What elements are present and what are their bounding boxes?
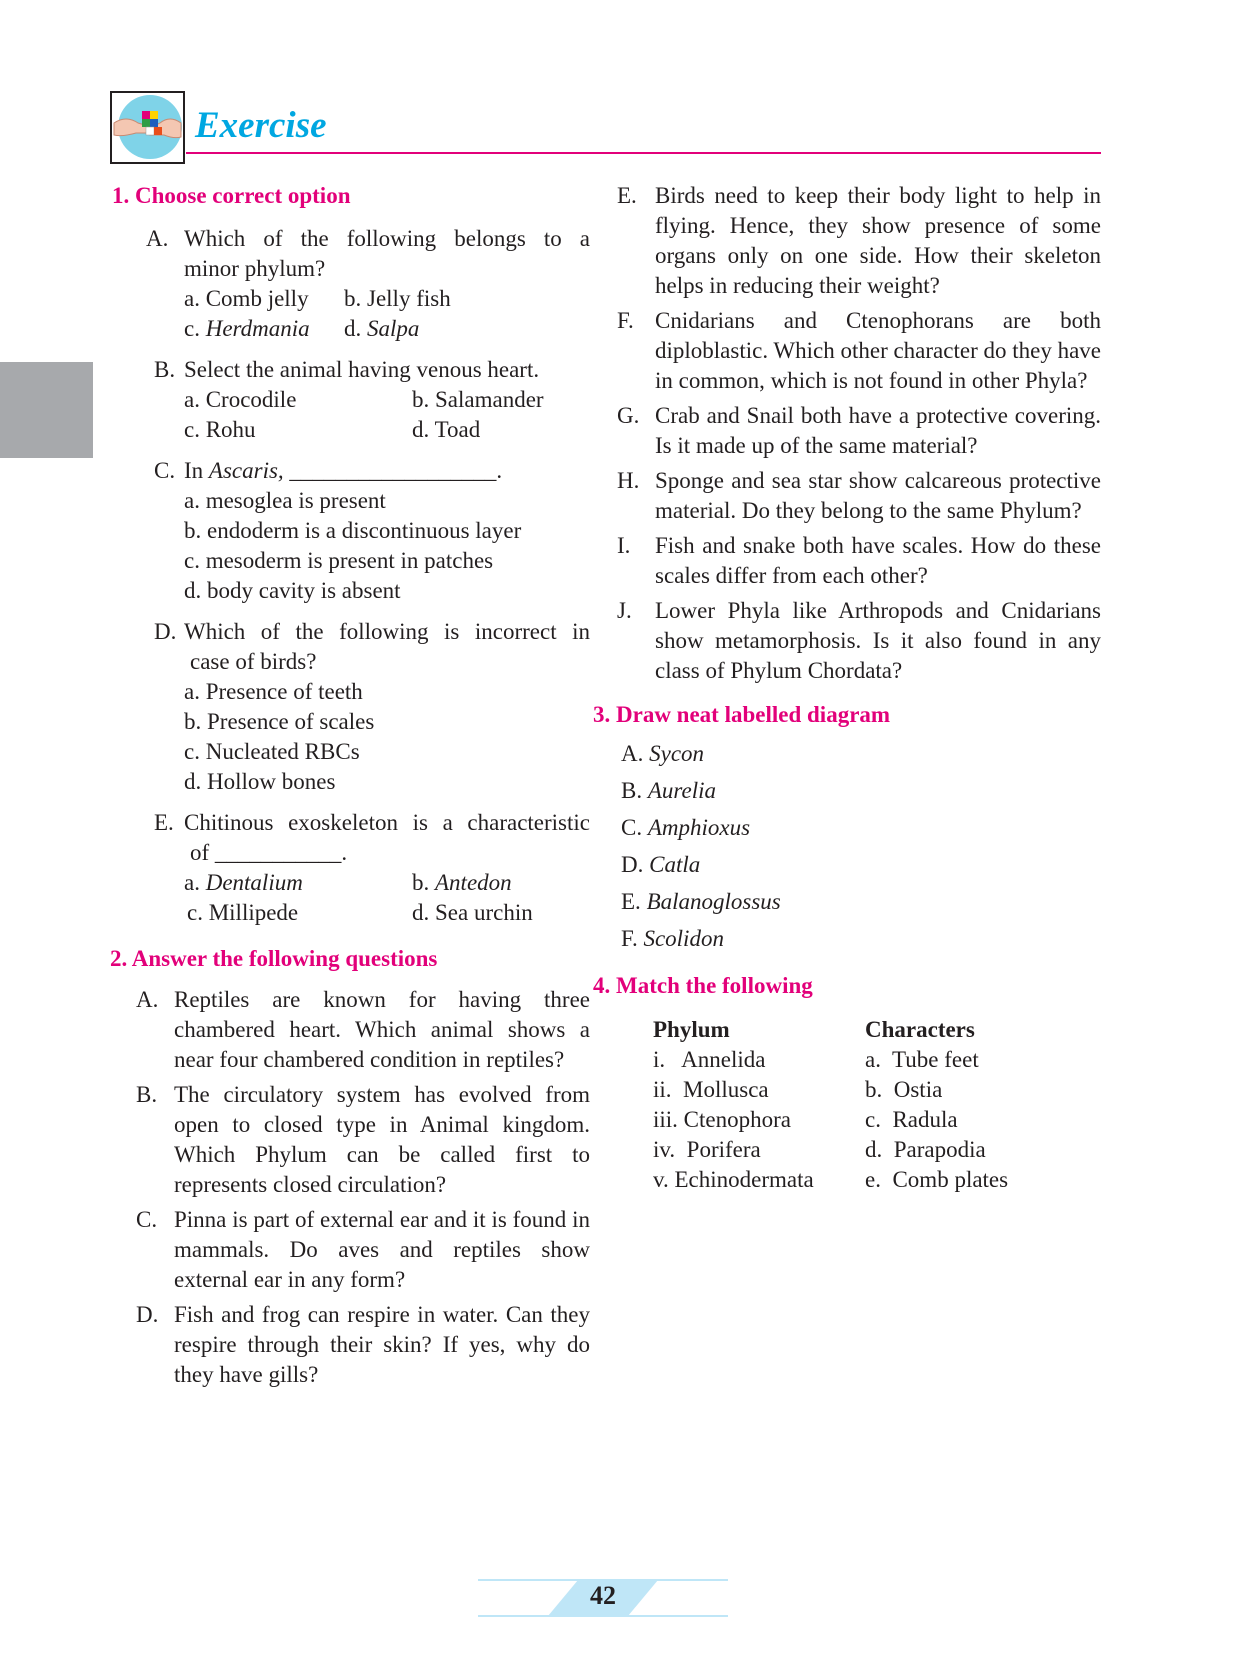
diagram-item-name: Aurelia	[647, 778, 716, 803]
match-phylum: ii. Mollusca	[653, 1077, 769, 1102]
answer-blank: __________________.	[283, 458, 503, 483]
question-label: C.	[154, 458, 176, 483]
question-label: J.	[617, 598, 632, 623]
options	[184, 868, 590, 928]
diagram-item	[621, 883, 1101, 920]
section-2-title: 2. Answer the following questions	[110, 946, 438, 971]
question-text: Reptiles are known for having three chambered heart. Which animal shows a near four chambered condition in reptiles?	[174, 987, 590, 1072]
header-divider	[186, 152, 1101, 154]
question-2d	[136, 1300, 590, 1390]
question-text: Fish and snake both have scales. How do these scales differ from each other?	[655, 533, 1101, 588]
match-phylum: i. Annelida	[653, 1047, 766, 1072]
option-d[interactable]: d. Hollow bones	[184, 769, 336, 794]
question-text: Lower Phyla like Arthropods and Cnidarians show metamorphosis. Is it also found in any class of Phylum Chordata?	[655, 598, 1101, 683]
question-text: The circulatory system has evolved from open to closed type in Animal kingdom. Which Phylum can be called first to represents closed circulation?	[174, 1082, 590, 1197]
match-col2-header: Characters	[865, 1017, 975, 1042]
diagram-item-name: Amphioxus	[647, 815, 751, 840]
question-label: D.	[154, 619, 177, 644]
match-character: a. Tube feet	[865, 1047, 979, 1072]
diagram-item-name: Sycon	[649, 741, 705, 766]
question-2e	[617, 181, 1101, 301]
left-column	[110, 181, 590, 1390]
question-2i	[617, 531, 1101, 591]
question-label: B.	[136, 1082, 158, 1107]
option-b[interactable]: b. Salamander	[412, 387, 544, 412]
question-text: Fish and frog can respire in water. Can they respire through their skin? If yes, why do they have gills?	[174, 1302, 590, 1387]
match-phylum: v. Echinodermata	[653, 1167, 814, 1192]
question-2c	[136, 1205, 590, 1295]
question-text: minor phylum?	[184, 256, 326, 281]
option-d[interactable]: d. Toad	[412, 417, 481, 442]
diagram-list	[621, 735, 1101, 957]
diagram-item	[621, 735, 1101, 772]
match-col1-header: Phylum	[653, 1017, 730, 1042]
option-a-label: a.	[184, 870, 206, 895]
diagram-item-name: Balanoglossus	[646, 889, 781, 914]
option-d-label: d.	[344, 316, 367, 341]
diagram-item	[621, 809, 1101, 846]
option-a-text: Dentalium	[205, 870, 303, 895]
option-c[interactable]: c. Nucleated RBCs	[184, 739, 360, 764]
option-a[interactable]: a. Crocodile	[184, 387, 297, 412]
question-1a	[146, 224, 590, 344]
question-text: Pinna is part of external ear and it is found in mammals. Do aves and reptiles show external ear in any form?	[174, 1207, 590, 1292]
match-table	[653, 1015, 1101, 1195]
option-a[interactable]: a. Comb jelly	[184, 286, 309, 311]
option-b[interactable]	[412, 868, 590, 898]
section-4-title: 4. Match the following	[593, 973, 813, 998]
diagram-item	[621, 920, 1101, 957]
question-label: D.	[136, 1302, 159, 1327]
diagram-item-label: B.	[621, 778, 648, 803]
option-c[interactable]	[184, 314, 344, 344]
question-label: F.	[617, 308, 634, 333]
question-text: Chitinous exoskeleton is a characteristic	[184, 810, 590, 835]
match-character: b. Ostia	[865, 1077, 943, 1102]
question-text: Select the animal having venous heart.	[184, 357, 540, 382]
diagram-item-label: F.	[621, 926, 644, 951]
question-label: I.	[617, 533, 631, 558]
question-text: Birds need to keep their body light to help in flying. Hence, they show presence of some organs only on one side. How their skeleton helps in reducing their weight?	[655, 183, 1101, 298]
option-c[interactable]: c. mesoderm is present in patches	[184, 548, 494, 573]
question-2b	[136, 1080, 590, 1200]
option-b[interactable]: b. Presence of scales	[184, 709, 375, 734]
option-d-text: Salpa	[367, 316, 420, 341]
match-character: c. Radula	[865, 1107, 958, 1132]
question-label: A.	[136, 987, 159, 1012]
diagram-item-name: Catla	[649, 852, 701, 877]
question-text: case of birds?	[190, 649, 317, 674]
question-text: Crab and Snail both have a protective covering. Is it made up of the same material?	[655, 403, 1101, 458]
question-2f	[617, 306, 1101, 396]
diagram-item-label: C.	[621, 815, 648, 840]
question-text-italic: Ascaris,	[208, 458, 284, 483]
option-d[interactable]: d. Sea urchin	[412, 900, 533, 925]
diagram-item	[621, 846, 1101, 883]
diagram-item-label: E.	[621, 889, 647, 914]
question-2a	[136, 985, 590, 1075]
diagram-item-label: A.	[621, 741, 650, 766]
question-2g	[617, 401, 1101, 461]
question-text: Which of the following belongs to a	[184, 226, 590, 251]
option-d[interactable]: d. body cavity is absent	[184, 578, 401, 603]
option-c-text: Herdmania	[205, 316, 310, 341]
section-3-title: 3. Draw neat labelled diagram	[593, 702, 891, 727]
question-1b	[154, 355, 590, 445]
diagram-item	[621, 772, 1101, 809]
option-c[interactable]: c. Rohu	[184, 417, 256, 442]
question-label: B.	[154, 357, 176, 382]
option-c-label: c.	[184, 316, 206, 341]
question-1d	[154, 617, 590, 797]
question-1e	[154, 808, 590, 928]
question-2j	[617, 596, 1101, 686]
options	[184, 385, 590, 445]
match-phylum: iii. Ctenophora	[653, 1107, 791, 1132]
option-d[interactable]	[344, 314, 590, 344]
options	[184, 284, 590, 344]
diagram-item-label: D.	[621, 852, 650, 877]
option-c[interactable]: c. Millipede	[187, 900, 299, 925]
question-text-pre: In	[184, 458, 209, 483]
option-b[interactable]: b. Jelly fish	[344, 286, 451, 311]
question-text: Which of the following is incorrect in	[184, 619, 590, 644]
question-text: Cnidarians and Ctenophorans are both diploblastic. Which other character do they have in common, which is not found in other Phyla?	[655, 308, 1101, 393]
option-a[interactable]: a. mesoglea is present	[184, 488, 386, 513]
option-b-label: b.	[412, 870, 435, 895]
question-2h	[617, 466, 1101, 526]
match-character: d. Parapodia	[865, 1137, 986, 1162]
section-1-title: 1. Choose correct option	[112, 183, 351, 208]
question-label: H.	[617, 468, 640, 493]
question-text	[184, 456, 590, 486]
question-1c	[154, 456, 590, 606]
diagram-item-name: Scolidon	[643, 926, 724, 951]
question-label: E.	[154, 810, 174, 835]
exercise-title: Exercise	[195, 105, 327, 146]
option-a[interactable]: a. Presence of teeth	[184, 679, 363, 704]
match-phylum: iv. Porifera	[653, 1137, 761, 1162]
question-label: E.	[617, 183, 637, 208]
side-page-tab	[0, 362, 93, 458]
match-character: e. Comb plates	[865, 1167, 1009, 1192]
option-b[interactable]: b. endoderm is a discontinuous layer	[184, 518, 522, 543]
option-a[interactable]	[184, 868, 412, 898]
question-text: Sponge and sea star show calcareous protective material. Do they belong to the same Phylum?	[655, 468, 1101, 523]
hands-puzzle-cube-icon	[110, 91, 185, 164]
question-label: G.	[617, 403, 640, 428]
right-column	[593, 181, 1101, 1195]
question-text: of ___________.	[190, 840, 348, 865]
question-label: A.	[146, 226, 169, 251]
page-number: 42	[590, 1581, 616, 1610]
option-b-text: Antedon	[435, 870, 512, 895]
question-label: C.	[136, 1207, 158, 1232]
